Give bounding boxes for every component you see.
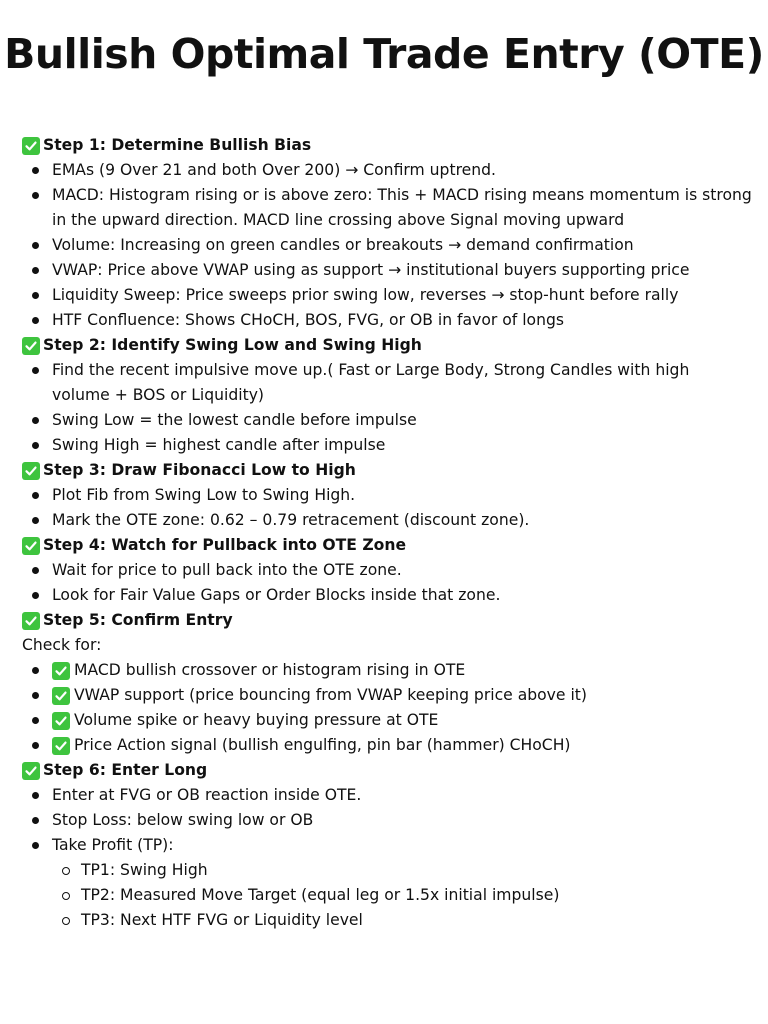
list-item <box>22 833 752 933</box>
list-item-text: Price Action signal (bullish engulfing, pin bar (hammer) CHoCH) <box>74 736 571 754</box>
check-mark-icon <box>52 737 70 755</box>
step-1-title: Step 1: Determine Bullish Bias <box>43 136 312 154</box>
list-item: Plot Fib from Swing Low to Swing High. <box>22 483 752 508</box>
list-item: Swing Low = the lowest candle before impulse <box>22 408 752 433</box>
list-item: EMAs (9 Over 21 and both Over 200) → Confirm uptrend. <box>22 158 752 183</box>
list-item <box>22 683 752 708</box>
list-item: Find the recent impulsive move up.( Fast or Large Body, Strong Candles with high volume + BOS or Liquidity) <box>22 358 752 408</box>
step-5-title: Step 5: Confirm Entry <box>43 611 233 629</box>
list-item-text: VWAP support (price bouncing from VWAP keeping price above it) <box>74 686 587 704</box>
sub-list-item: TP1: Swing High <box>52 858 752 883</box>
step-4-title: Step 4: Watch for Pullback into OTE Zone <box>43 536 407 554</box>
sub-list-item: TP3: Next HTF FVG or Liquidity level <box>52 908 752 933</box>
step-6-heading <box>22 758 752 783</box>
list-item: Enter at FVG or OB reaction inside OTE. <box>22 783 752 808</box>
step-3-heading <box>22 458 752 483</box>
check-mark-icon <box>52 687 70 705</box>
list-item: Wait for price to pull back into the OTE zone. <box>22 558 752 583</box>
list-item <box>22 708 752 733</box>
step-3-title: Step 3: Draw Fibonacci Low to High <box>43 461 356 479</box>
step-2-title: Step 2: Identify Swing Low and Swing High <box>43 336 422 354</box>
list-item: VWAP: Price above VWAP using as support → institutional buyers supporting price <box>22 258 752 283</box>
take-profit-list <box>52 858 752 933</box>
check-mark-icon <box>22 762 40 780</box>
step-3-list <box>22 483 752 533</box>
step-2-heading <box>22 333 752 358</box>
step-4-heading <box>22 533 752 558</box>
check-mark-icon <box>52 662 70 680</box>
check-mark-icon <box>22 537 40 555</box>
check-for-label: Check for: <box>22 636 102 654</box>
list-item: Look for Fair Value Gaps or Order Blocks inside that zone. <box>22 583 752 608</box>
steps-content <box>22 133 752 933</box>
list-item: HTF Confluence: Shows CHoCH, BOS, FVG, or OB in favor of longs <box>22 308 752 333</box>
step-4-list <box>22 558 752 608</box>
step-6-title: Step 6: Enter Long <box>43 761 208 779</box>
step-5-list <box>22 658 752 758</box>
check-mark-icon <box>22 337 40 355</box>
list-item: Volume: Increasing on green candles or breakouts → demand confirmation <box>22 233 752 258</box>
list-item: Stop Loss: below swing low or OB <box>22 808 752 833</box>
check-mark-icon <box>22 137 40 155</box>
step-6-list <box>22 783 752 933</box>
sub-list-item: TP2: Measured Move Target (equal leg or 1.5x initial impulse) <box>52 883 752 908</box>
list-item-text: Volume spike or heavy buying pressure at OTE <box>74 711 439 729</box>
list-item: Mark the OTE zone: 0.62 – 0.79 retracement (discount zone). <box>22 508 752 533</box>
step-1-heading <box>22 133 752 158</box>
list-item: Swing High = highest candle after impulse <box>22 433 752 458</box>
step-1-list <box>22 158 752 333</box>
check-mark-icon <box>52 712 70 730</box>
list-item: MACD: Histogram rising or is above zero: This + MACD rising means momentum is strong in the upward direction. MACD line crossing above Signal moving upward <box>22 183 752 233</box>
step-5-heading <box>22 608 752 633</box>
list-item: Liquidity Sweep: Price sweeps prior swing low, reverses → stop-hunt before rally <box>22 283 752 308</box>
list-item-text: MACD bullish crossover or histogram rising in OTE <box>74 661 466 679</box>
list-item <box>22 658 752 683</box>
page-title: Bullish Optimal Trade Entry (OTE) <box>4 30 764 78</box>
list-item <box>22 733 752 758</box>
list-item-text: Take Profit (TP): <box>52 836 174 854</box>
check-mark-icon <box>22 612 40 630</box>
step-2-list <box>22 358 752 458</box>
check-mark-icon <box>22 462 40 480</box>
